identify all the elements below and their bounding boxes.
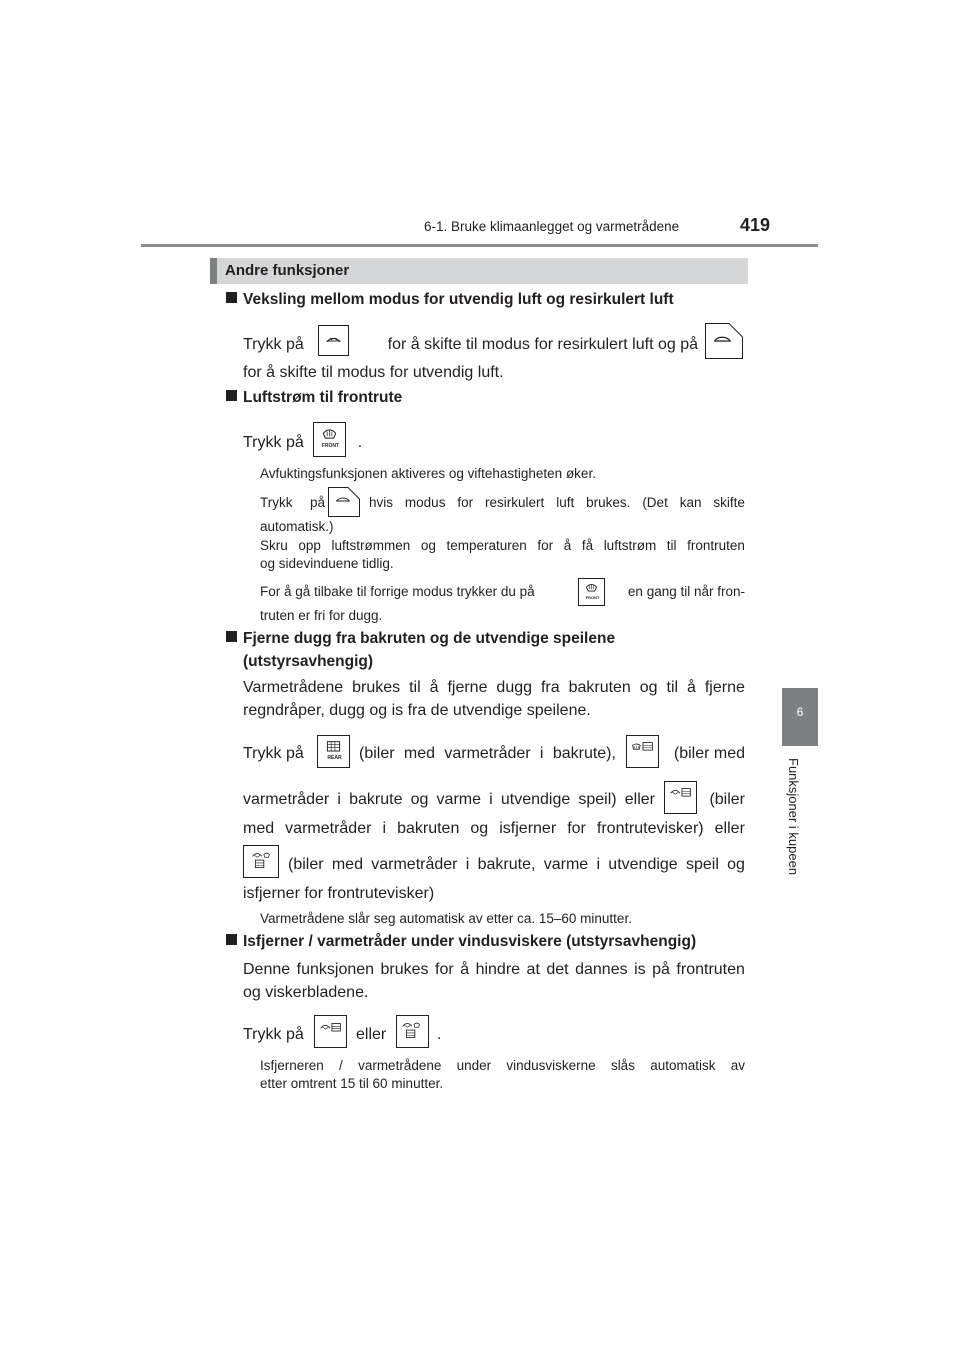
heading-recirculation: Veksling mellom modus for utvendig luft og resirkulert luft	[226, 291, 674, 309]
s3-p1a: Varmetrådene brukes til å fjerne dugg fra bakruten og til å fjerne	[243, 679, 745, 696]
bullet-square-icon	[226, 934, 237, 945]
rear-and-wiper-deicer-button-icon	[664, 781, 697, 814]
s4-p2b: eller	[356, 1026, 387, 1043]
wiper-deicer-button-icon	[314, 1015, 347, 1048]
header-divider	[141, 244, 818, 247]
heading-windshield-airflow: Luftstrøm til frontrute	[226, 389, 402, 407]
page-number: 419	[740, 215, 771, 235]
chapter-tab: 6	[782, 688, 818, 746]
s2-note4a: For å gå tilbake til forrige modus trykker du på	[260, 584, 535, 599]
s2-note1: Avfuktingsfunksjonen aktiveres og viftehastigheten øker.	[260, 466, 596, 481]
bullet-square-icon	[226, 390, 237, 401]
heading-rear-defogger-cont: (utstyrsavhengig)	[243, 653, 374, 670]
s2-note3b: og sidevinduene tidlig.	[260, 556, 394, 571]
section-title-bar	[210, 258, 748, 284]
s4-note1a: Isfjerneren / varmetrådene under vindusviskerne slås automatisk av	[260, 1058, 745, 1073]
s2-note4b: en gang til når fron-	[627, 584, 745, 599]
s4-note1b: etter omtrent 15 til 60 minutter.	[260, 1076, 444, 1091]
s3-p5: (biler med varmetråder i bakrute, varme i utvendige speil og	[288, 856, 745, 873]
rear-defogger-button-icon	[317, 735, 350, 768]
s2-note4c: truten er fri for dugg.	[260, 608, 383, 623]
s1-line2: for å skifte til modus for utvendig luft.	[243, 364, 504, 381]
s4-p1b: og viskerbladene.	[243, 984, 369, 1001]
s4-p2c: .	[437, 1026, 442, 1043]
rear-label: REAR	[327, 755, 342, 761]
s2-note2b: hvis modus for resirkulert luft brukes. (Det kan skifte	[369, 495, 745, 510]
heading-rear-defogger: Fjerne dugg fra bakruten og de utvendige speilene	[226, 630, 615, 648]
s4-p2a: Trykk på	[243, 1026, 304, 1043]
s2-note2a: Trykk på	[260, 495, 325, 510]
s4-p1a: Denne funksjonen brukes for å hindre at det dannes is på frontruten	[243, 961, 745, 978]
chapter-label: Funksjoner i kupeen	[786, 758, 801, 876]
s2-note2c: automatisk.)	[260, 519, 334, 534]
front-label: FRONT	[321, 443, 340, 449]
s3-p3a: varmetråder i bakrute og varme i utvendige speil) eller	[243, 791, 655, 808]
rear-and-mirror-defogger-button-icon	[626, 735, 659, 768]
s2-line1: Trykk på .	[243, 434, 363, 451]
s3-note1: Varmetrådene slår seg automatisk av etter ca. 15–60 minutter.	[260, 911, 632, 926]
bullet-square-icon	[226, 292, 237, 303]
s3-p4: med varmetråder i bakruten og isfjerner for frontrutevisker) eller	[243, 820, 745, 837]
s3-p3b: (biler	[709, 791, 745, 808]
recirculation-button-icon	[318, 325, 349, 356]
outside-air-button-icon	[705, 323, 743, 359]
s3-p2b: (biler med varmetråder i bakrute),	[359, 745, 616, 762]
section-header: 6-1. Bruke klimaanlegget og varmetrådene	[424, 219, 680, 234]
front-defroster-button-icon	[313, 422, 346, 457]
wiper-mirror-deicer-button-icon	[396, 1015, 429, 1048]
front-defroster-button-small-icon	[578, 578, 605, 606]
s3-p2c: (biler med	[673, 745, 745, 762]
front-label-small: FRONT	[585, 595, 600, 600]
outside-air-button-small-icon	[328, 487, 360, 517]
heading-wiper-deicer: Isfjerner / varmetråder under vindusviskere (utstyrsavhengig)	[226, 933, 696, 951]
s3-p1b: regndråper, dugg og is fra de utvendige speilene.	[243, 702, 591, 719]
section-title: Andre funksjoner	[225, 262, 350, 279]
s3-p6: isfjerner for frontrutevisker)	[243, 885, 435, 902]
s2-note3a: Skru opp luftstrømmen og temperaturen for å få luftstrøm til frontruten	[260, 538, 745, 553]
bullet-square-icon	[226, 631, 237, 642]
rear-mirror-wiper-deicer-button-icon	[243, 845, 279, 878]
s3-p2a: Trykk på	[243, 745, 304, 762]
s1-line1: Trykk på for å skifte til modus for resirkulert luft og på	[243, 336, 698, 353]
